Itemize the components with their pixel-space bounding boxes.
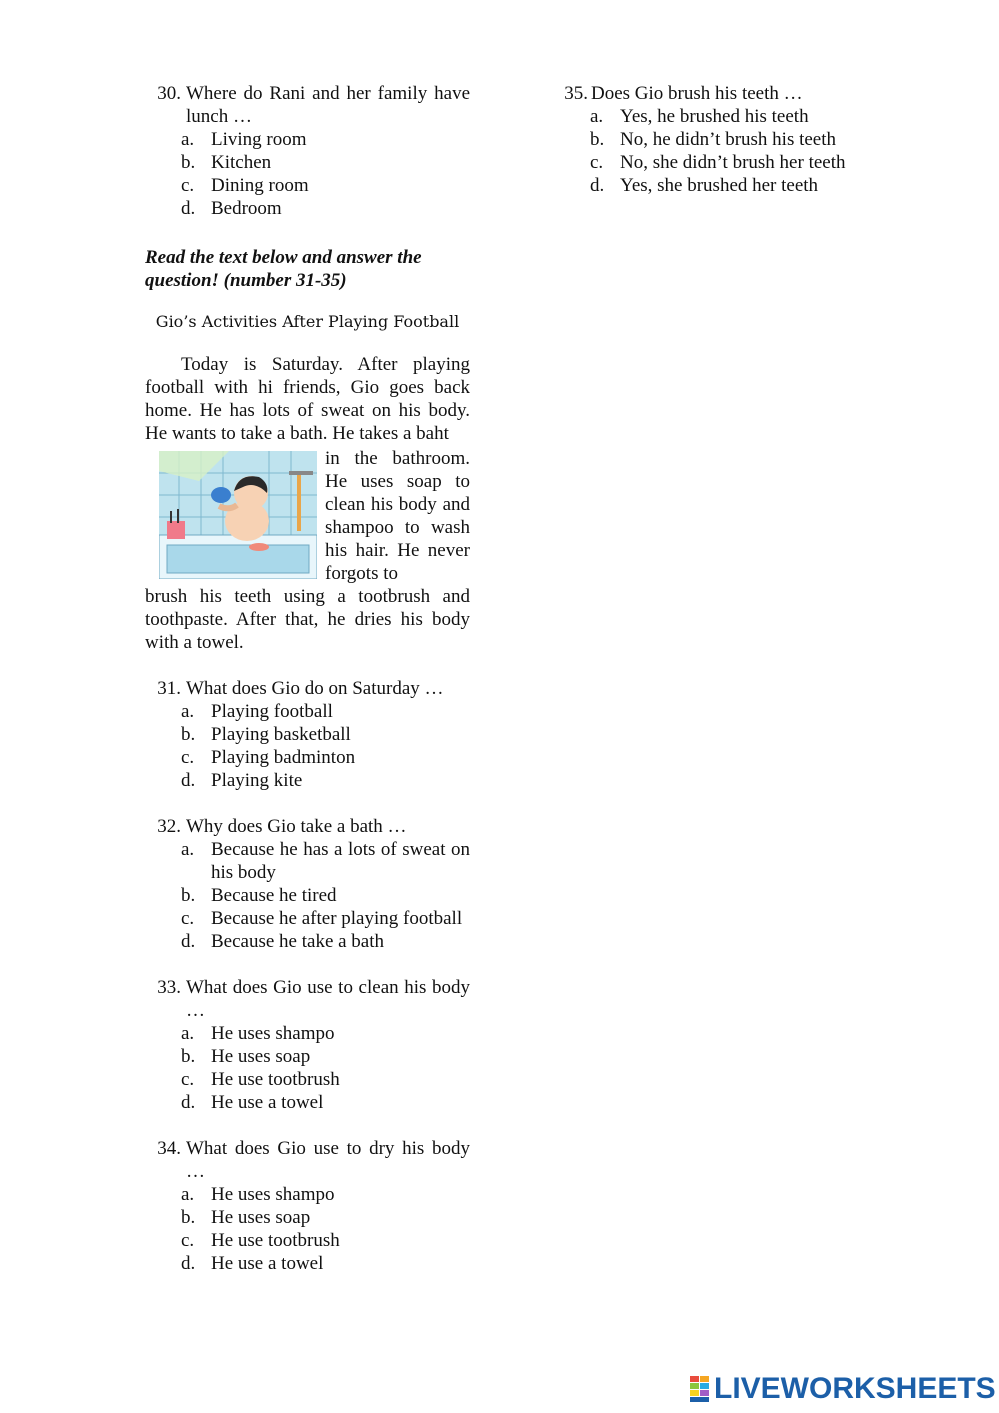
option-list xyxy=(145,700,470,792)
option-list xyxy=(145,1022,470,1114)
question-35 xyxy=(558,82,878,197)
option-a[interactable]: a. Living room xyxy=(181,129,307,150)
option-d[interactable]: d. Playing kite xyxy=(181,770,303,791)
question-34 xyxy=(145,1137,470,1275)
right-column xyxy=(558,82,878,197)
option-d[interactable]: d. Because he take a bath xyxy=(181,931,385,952)
option-c[interactable]: c. No, she didn’t brush her teeth xyxy=(590,152,846,173)
option-c[interactable]: c. He use tootbrush xyxy=(181,1069,340,1090)
passage-top: Today is Saturday. After playing football with hi friends, Gio goes back home. He has lots of sweat on his body. He wants to take a bath. He takes a baht xyxy=(145,354,470,444)
passage-title: Gio’s Activities After Playing Football xyxy=(155,312,460,331)
question-number: 31. xyxy=(157,678,181,699)
option-c[interactable]: c. Because he after playing football xyxy=(181,908,463,929)
question-stem: What does Gio do on Saturday … xyxy=(186,678,444,699)
option-b[interactable]: b. Playing basketball xyxy=(181,724,351,745)
question-stem: What does Gio use to clean his body … xyxy=(186,977,470,1021)
question-33 xyxy=(145,976,470,1114)
question-number: 30. xyxy=(157,83,181,104)
question-stem: Does Gio brush his teeth … xyxy=(591,83,803,104)
question-32 xyxy=(145,815,470,953)
option-b[interactable]: b. He uses soap xyxy=(181,1207,311,1228)
question-number: 35. xyxy=(564,83,588,104)
option-d[interactable]: d. Yes, she brushed her teeth xyxy=(590,175,819,196)
option-c[interactable]: c. Dining room xyxy=(181,175,309,196)
option-list xyxy=(145,1183,470,1275)
option-c[interactable]: c. He use tootbrush xyxy=(181,1230,340,1251)
option-a[interactable]: a. He uses shampo xyxy=(181,1184,335,1205)
option-list xyxy=(145,128,470,220)
option-a[interactable]: a. He uses shampo xyxy=(181,1023,335,1044)
question-number: 34. xyxy=(157,1138,181,1159)
option-a[interactable]: a. Yes, he brushed his teeth xyxy=(590,106,809,127)
question-stem: What does Gio use to dry his body … xyxy=(186,1138,470,1182)
option-list xyxy=(145,838,470,953)
option-b[interactable]: b. Kitchen xyxy=(181,152,272,173)
left-column xyxy=(145,82,470,1275)
instruction: Read the text below and answer the question! (number 31-35) xyxy=(145,247,422,291)
passage-bottom: brush his teeth using a tootbrush and toothpaste. After that, he dries his body with a towel. xyxy=(145,586,470,653)
option-d[interactable]: d. He use a towel xyxy=(181,1092,324,1113)
option-list xyxy=(558,105,878,197)
option-a[interactable]: a. Playing football xyxy=(181,701,333,722)
question-number: 32. xyxy=(157,816,181,837)
liveworksheets-logo[interactable] xyxy=(690,1372,996,1406)
passage-wrap: in the bathroom. He uses soap to clean his body and shampoo to wash his hair. He never forgots to xyxy=(325,448,470,584)
question-stem: Why does Gio take a bath … xyxy=(186,816,407,837)
option-d[interactable]: d. He use a towel xyxy=(181,1253,324,1274)
liveworksheets-logo-icon xyxy=(690,1376,710,1402)
boy-bathing-illustration xyxy=(159,451,317,579)
question-30 xyxy=(145,82,470,220)
question-stem: Where do Rani and her family have lunch … xyxy=(186,83,470,127)
option-d[interactable]: d. Bedroom xyxy=(181,198,282,219)
question-31 xyxy=(145,677,470,792)
option-b[interactable]: b. No, he didn’t brush his teeth xyxy=(590,129,837,150)
option-b[interactable]: b. He uses soap xyxy=(181,1046,311,1067)
logo-text: LIVEWORKSHEETS xyxy=(714,1372,996,1405)
option-c[interactable]: c. Playing badminton xyxy=(181,747,356,768)
reading-passage xyxy=(145,353,470,654)
option-b[interactable]: b. Because he tired xyxy=(181,885,337,906)
option-a[interactable]: a. Because he has a lots of sweat on his body xyxy=(181,839,470,883)
question-number: 33. xyxy=(157,977,181,998)
